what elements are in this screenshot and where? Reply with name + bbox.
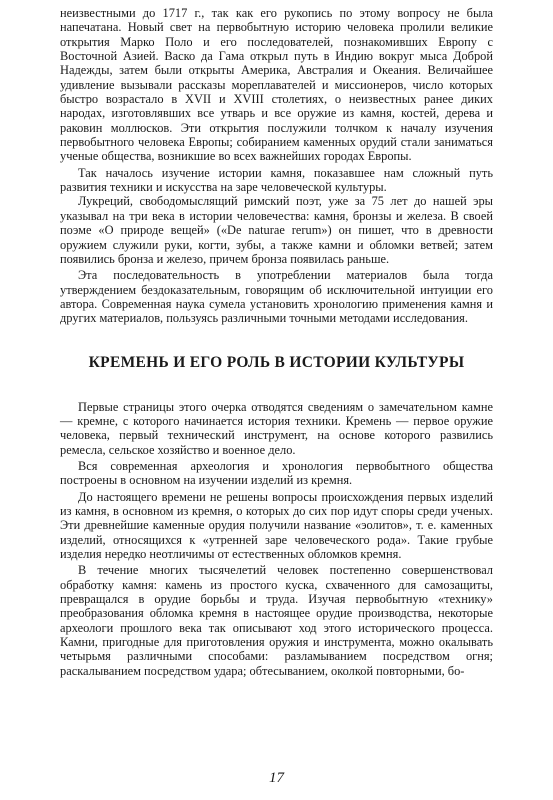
text-block-bottom (60, 400, 493, 679)
paragraph-continuation: неизвестными до 1717 г., так как его рукопись по этому вопросу не была напечатана. Новый свет на первобытную историю человека пролили великие открытия Марко Поло и его последователей, познакомивших Европу с Восточной Азией. Васко да Гама открыл путь в Индию вокруг мыса Доброй Надежды, затем были открыты Америка, Австралия и Океания. Величайшее удивление вызывали рассказы мореплавателей и миссионеров, число которых быстро возрастало в XVII и XVIII столетиях, о неизвестных ранее диких народах, изготовлявших все утварь и все оружие из камня, костей, дерева и раковин моллюсков. Эти открытия послужили толчком к началу изучения первобытного человека Европы; собиранием каменных орудий стали заниматься ученые общества, возникшие во всех важнейших городах Европы. (60, 6, 493, 164)
paragraph: Вся современная археология и хронология первобытного общества построены в основном на изучении изделий из кремня. (60, 458, 493, 488)
text-block-top (60, 6, 493, 326)
paragraph: В течение многих тысячелетий человек постепенно совершенствовал обработку камня: камень из простого куска, схваченного для самозащиты, превращался в орудие борьбы и труда. Изучая первобытную «технику» преобразования обломка кремня в настоящее орудие производства, некоторые археологи прошлого века так описывают ход этого исторического процесса. Камни, пригодные для приготовления оружия и инструмента, можно окалывать четырьмя различными способами: разламыванием посредством огня; раскалыванием посредством удара; обтесыванием, околкой повторными, бо- (60, 563, 493, 678)
paragraph: До настоящего времени не решены вопросы происхождения первых изделий из камня, в основном из кремня, о которых до сих пор идут споры среди ученых. Эти древнейшие каменные орудия получили название «эолитов», т. е. каменных изделий, относящихся к «утренней заре человеческого рода». Такие грубые изделия нередко неотличимы от естественных обломков кремня. (60, 489, 493, 561)
paragraph: Эта последовательность в употреблении материалов была тогда утверждением бездоказательным, говорящим об исключительной интуиции его автора. Современная наука сумела установить хронологию применения камня и других материалов, пользуясь различными точными методами исследования. (60, 268, 493, 326)
section-heading: КРЕМЕНЬ И ЕГО РОЛЬ В ИСТОРИИ КУЛЬТУРЫ (88, 353, 465, 371)
paragraph: Так началось изучение истории камня, показавшее нам сложный путь развития техники и искусства на заре человеческой культуры. (60, 165, 493, 195)
paragraph: Лукреций, свободомыслящий римский поэт, уже за 75 лет до нашей эры указывал на три века в истории человечества: камня, бронзы и железа. В своей поэме «О природе вещей» («De naturae rerum») он пишет, что в древности оружием служили руки, когти, зубы, а также камни и обломки ветвей; затем появились бронза и железо, причем бронза появилась раньше. (60, 194, 493, 266)
paragraph: Первые страницы этого очерка отводятся сведениям о замечательном камне — кремне, с которого начинается история техники. Кремень — первое оружие человека, первый технический инструмент, на основе которого развились ремесла, сельское хозяйство и военное дело. (60, 399, 493, 457)
page-number: 17 (269, 770, 284, 786)
